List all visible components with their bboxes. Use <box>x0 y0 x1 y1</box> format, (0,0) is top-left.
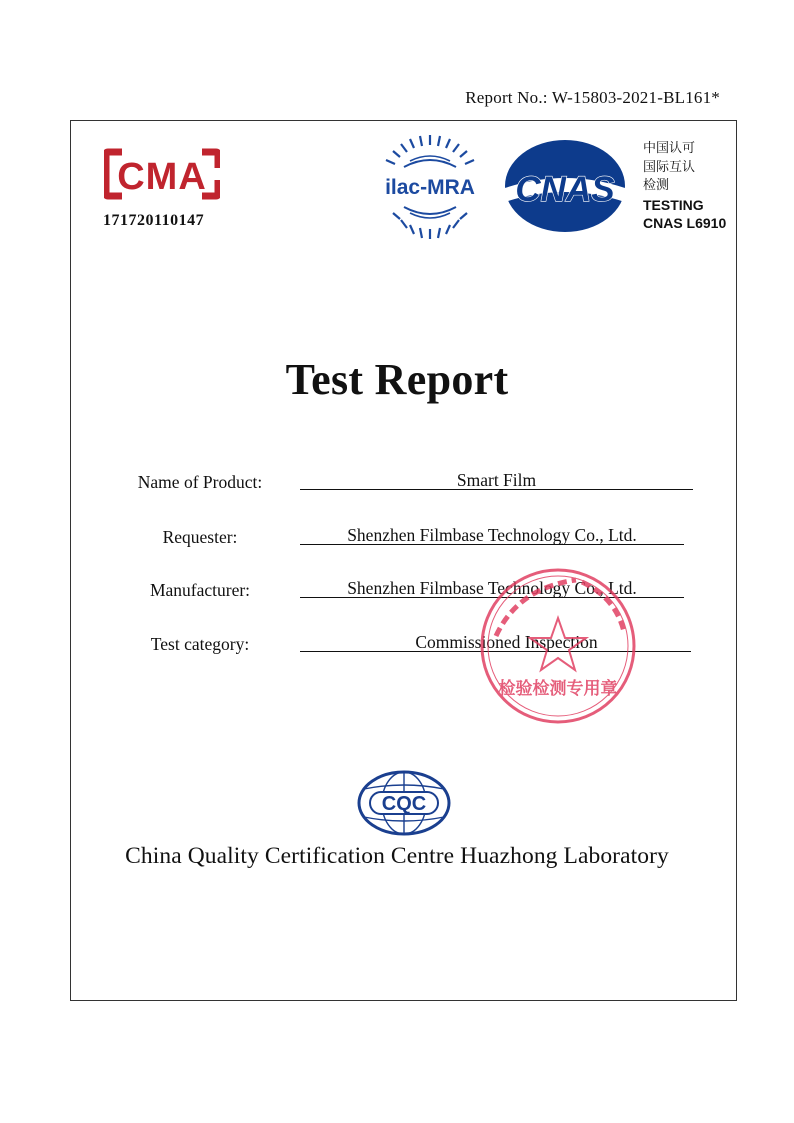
ilac-mra-logo <box>374 131 486 243</box>
field-value-product: Smart Film <box>456 470 537 490</box>
cma-number: 171720110147 <box>103 212 205 229</box>
field-label-product: Name of Product: <box>137 472 263 492</box>
cnas-accreditation-text <box>643 140 726 233</box>
cqc-logo-text: CQC <box>381 793 427 815</box>
field-value-manufacturer: Shenzhen Filmbase Technology Co., Ltd. <box>347 578 637 598</box>
organization-name: China Quality Certification Centre Huazhong Laboratory <box>125 843 669 869</box>
official-seal-stamp <box>478 566 638 726</box>
cnas-line-5: CNAS L6910 <box>643 215 727 231</box>
cnas-logo <box>503 138 627 234</box>
cnas-logo-text: CNAS <box>515 170 615 209</box>
field-label-requester: Requester: <box>162 527 238 547</box>
field-value-test-category: Commissioned Inspection <box>415 632 598 652</box>
ilac-mra-logo-text: ilac-MRA <box>385 176 475 199</box>
report-number: Report No.: W-15803-2021-BL161* <box>465 88 720 107</box>
cma-logo <box>104 148 220 200</box>
cnas-line-4: TESTING <box>643 196 704 213</box>
cma-logo-text: CMA <box>117 156 207 198</box>
field-label-manufacturer: Manufacturer: <box>149 580 251 600</box>
document-title: Test Report <box>285 355 509 404</box>
cnas-line-1: 中国认可 <box>643 141 696 156</box>
field-value-requester: Shenzhen Filmbase Technology Co., Ltd. <box>347 525 637 545</box>
field-label-test-category: Test category: <box>150 634 250 654</box>
cnas-line-2: 国际互认 <box>643 159 696 175</box>
cnas-line-3: 检测 <box>643 178 670 193</box>
cqc-logo <box>356 769 452 837</box>
seal-text: 检验检测专用章 <box>498 679 618 699</box>
